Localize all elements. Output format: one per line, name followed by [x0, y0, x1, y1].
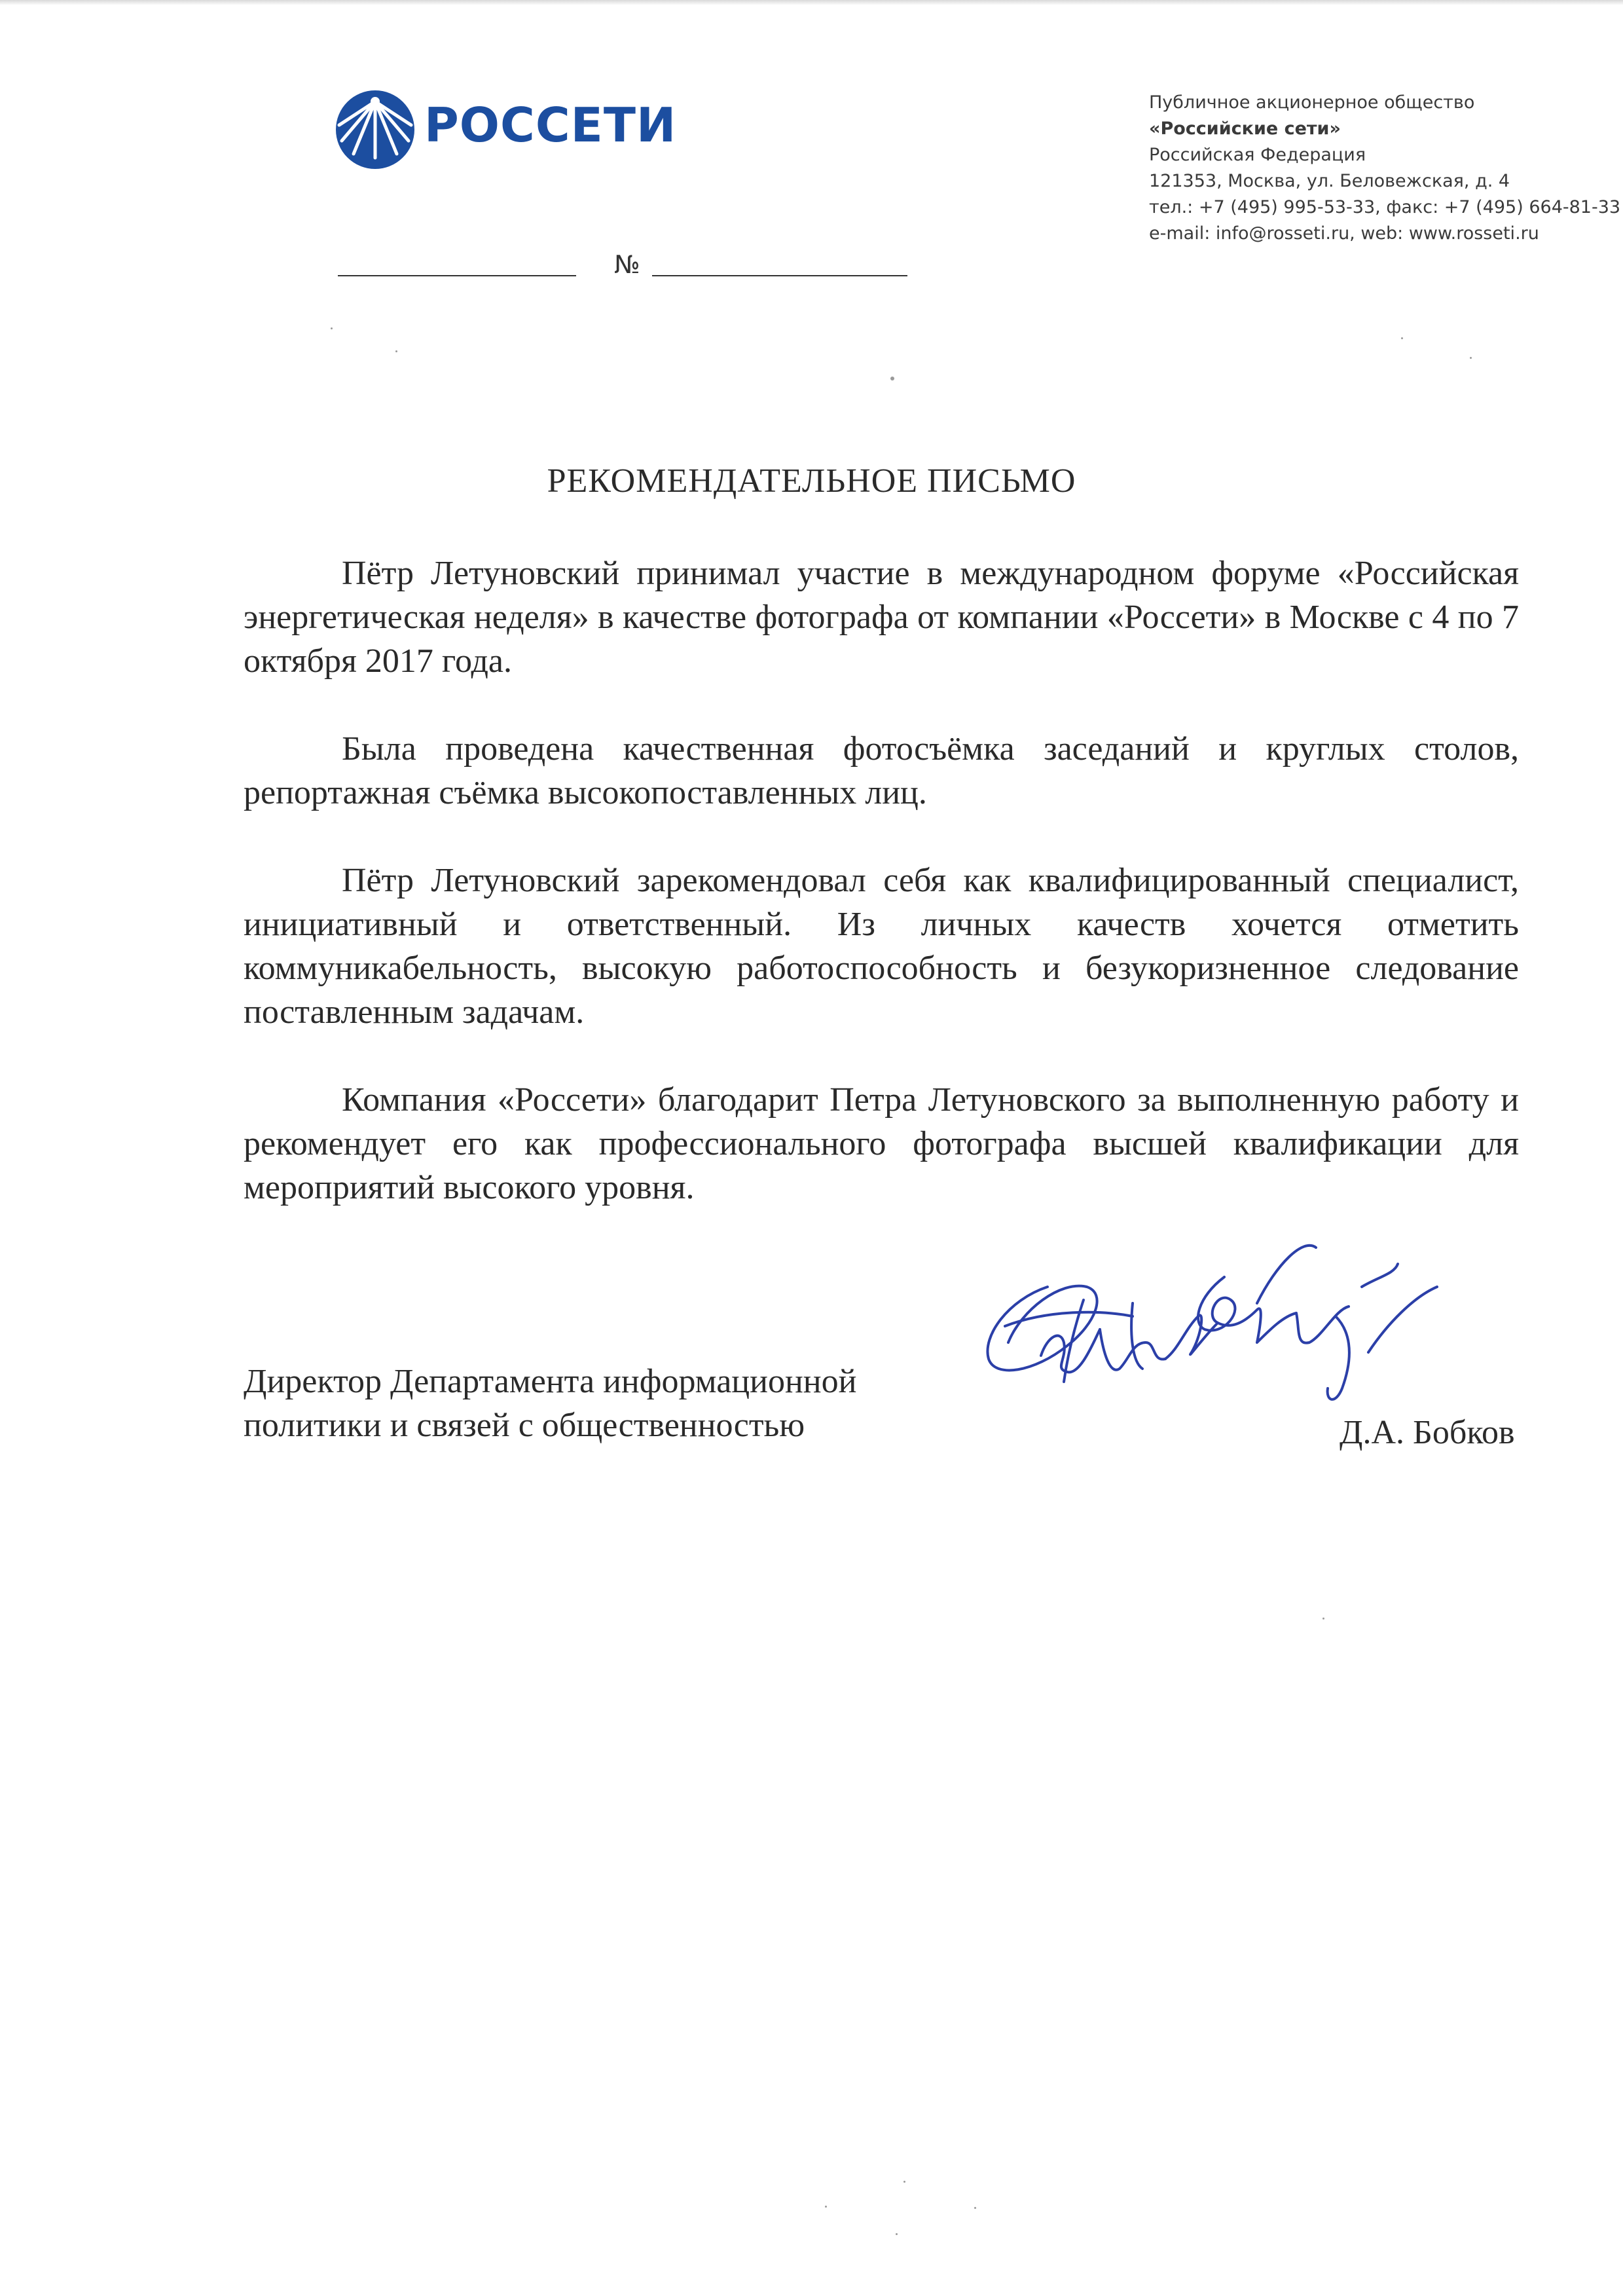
number-blank-line — [652, 275, 907, 276]
scan-speck — [1470, 357, 1472, 359]
scan-speck — [1322, 1618, 1324, 1620]
letter-body — [244, 551, 1519, 1210]
number-sign: № — [614, 250, 640, 279]
paragraph-3: Пётр Летуновский зарекомендовал себя как квалифицированный специалист, инициативный и ответственный. Из личных качеств хочется отметить коммуникабельность, высокую работоспособность и безукоризненное следование поставленным задачам. — [244, 862, 1519, 1031]
signatory-position — [244, 1360, 964, 1447]
scan-speck — [896, 2233, 898, 2235]
sender-contacts: e-mail: info@rosseti.ru, web: www.rosseti.ru — [1149, 223, 1539, 244]
signatory-position-line1: Директор Департамента информационной — [244, 1363, 857, 1400]
scan-speck — [903, 2181, 905, 2183]
company-logo — [334, 88, 677, 174]
date-blank-line — [338, 275, 576, 276]
paragraph-1: Пётр Летуновский принимал участие в международном форуме «Российская энергетическая неделя» в качестве фотографа от компании «Россети» в Москве с 4 по 7 октября 2017 года. — [244, 555, 1519, 680]
scan-speck — [890, 377, 894, 380]
scan-edge — [0, 0, 1623, 5]
paragraph-4: Компания «Россети» благодарит Петра Летуновского за выполненную работу и рекомендует его как профессионального фотографа высшей квалификации для мероприятий высокого уровня. — [244, 1081, 1519, 1206]
signatory-position-line2: политики и связей с общественностью — [244, 1407, 805, 1444]
outgoing-number-field — [338, 248, 914, 287]
sender-org-name: «Российские сети» — [1149, 119, 1341, 139]
scan-speck — [331, 327, 333, 329]
sender-details — [1149, 90, 1621, 247]
paragraph-2: Была проведена качественная фотосъёмка заседаний и круглых столов, репортажная съёмка высокопоставленных лиц. — [244, 730, 1519, 811]
signatory-name: Д.А. Бобков — [1340, 1414, 1515, 1451]
sender-phones: тел.: +7 (495) 995-53-33, факс: +7 (495) 664-81-33 — [1149, 197, 1621, 217]
logo-emblem-icon — [334, 88, 416, 171]
scan-speck — [1401, 337, 1403, 339]
letter-title: РЕКОМЕНДАТЕЛЬНОЕ ПИСЬМО — [547, 462, 1076, 500]
scan-speck — [974, 2207, 976, 2209]
sender-address: 121353, Москва, ул. Беловежская, д. 4 — [1149, 171, 1510, 191]
sender-org-type: Публичное акционерное общество — [1149, 92, 1475, 113]
sender-country: Российская Федерация — [1149, 145, 1366, 165]
logo-wordmark: РОССЕТИ — [424, 98, 677, 153]
scan-speck — [825, 2206, 827, 2208]
scan-speck — [395, 350, 397, 352]
